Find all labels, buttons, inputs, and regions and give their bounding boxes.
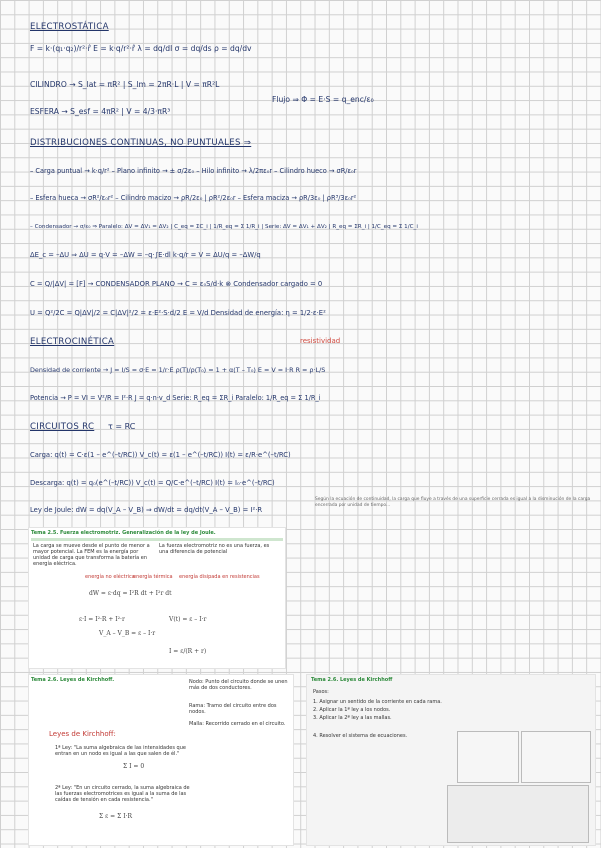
clip-steps-0: Pasos: <box>313 689 329 695</box>
clip-fem-col1: La carga se mueve desde el punto de menor a mayor potencial. La FEM es la energía por unidad de carga que transforma la batería en energía eléctrica. <box>33 543 150 567</box>
clip-kirchhoff-law1-eq: Σ I = 0 <box>123 763 145 770</box>
clip-steps-1: 1. Asignar un sentido de la corriente en cada rama. <box>313 699 442 705</box>
clip-steps-2: 2. Aplicar la 1ª ley a los nodos. <box>313 707 391 713</box>
clip-kirchhoff-law2: 2ª Ley: "En un circuito cerrado, la suma algebraica de las fuerzas electromotrices es igual a la suma de las caídas de tensión en cada resistencia." <box>55 785 190 803</box>
clip-steps-title: Tema 2.6. Leyes de Kirchhoff <box>311 677 393 683</box>
power-resistors: Potencia → P = VI = V²/R = I²·R J = q·n·v_d Serie: R_eq = ΣR_i Paralelo: 1/R_eq = Σ 1/R_i <box>30 394 321 402</box>
clip-kirchhoff-node: Nodo: Punto del circuito donde se unen más de dos conductores. <box>189 679 288 691</box>
clip-kirchhoff-malla: Malla: Recorrido cerrado en el circuito. <box>189 721 286 727</box>
clip-fem-eq-5: I = ε/(R + r) <box>169 648 207 655</box>
clip-fem-eq-4: V_A – V_B = ε – I·r <box>99 630 156 637</box>
flux-formula: Flujo ⇒ Φ = E·S = q_enc/ε₀ <box>272 95 374 104</box>
cylinder-formulas: CILINDRO → S_lat = πR² | S_lm = 2πR·L | V = πR²L <box>30 80 220 89</box>
clip-fem-label-2: energía térmica <box>133 574 173 580</box>
heading-electrocinetica: ELECTROCINÉTICA <box>30 337 115 347</box>
rc-charge: Carga: q(t) = C·ε(1 – e^(–t/RC)) V_c(t) = ε(1 – e^(–t/RC)) I(t) = ε/R·e^(–t/RC) <box>30 451 291 459</box>
capacitor-circuits: – Condensador → σ/ε₀ ⇒ Paralelo: ΔV = ΔV₁ = ΔV₂ | C_eq = ΣC_i | 1/R_eq = Σ 1/R_i | Serie: ΔV = ΔV₁ + ΔV₂ | R_eq = ΣR_i | 1/C_eq = Σ 1/C_i <box>30 224 418 230</box>
clip-kirchhoff-title: Tema 2.6. Leyes de Kirchhoff. <box>31 677 115 683</box>
clip-fem-label-3: energía disipada en resistencias <box>179 574 260 580</box>
field-distributions-1: – Carga puntual → k·q/r² – Plano infinito → ± σ/2ε₀ – Hilo infinito → λ/2πε₀r – Cilindro hueco → σR/ε₀r <box>30 167 357 175</box>
clip-fem-eq-2: ε·I = I²·R + I²·r <box>79 616 125 623</box>
circuit-diagram-1 <box>457 731 519 783</box>
clip-steps-4: 4. Resolver el sistema de ecuaciones. <box>313 733 408 739</box>
side-note: Según la ecuación de continuidad, la carga que fluye a través de una superficie cerrada es igual a la disminución de la carga encerrada por unidad de tiempo... <box>315 497 591 508</box>
clip-fem-label-1: energía no eléctrica <box>85 574 135 580</box>
clip-fem-col2: La fuerza electromotriz no es una fuerza, es una diferencia de potencial <box>159 543 270 555</box>
clip-kirchhoff-steps <box>306 674 596 846</box>
clip-kirchhoff-law-title: Leyes de Kirchhoff: <box>49 730 116 738</box>
capacitance: C = Q/|ΔV| = [F] → CONDENSADOR PLANO → C = ε₀S/d·k ⊗ Condensador cargado = 0 <box>30 280 323 288</box>
clip-kirchhoff-rama: Rama: Tramo del circuito entre dos nodos. <box>189 703 277 715</box>
tau-formula: τ = RC <box>108 422 136 431</box>
clip-fem-eq-1: dW = ε·dq = I²R dt + I²r dt <box>89 590 172 597</box>
field-distributions-2: – Esfera hueca → σR²/ε₀r² – Cilindro macizo → ρR/2ε₀ | ρR²/2ε₀r – Esfera maciza → ρR/3ε₀ | ρR³/3ε₀r² <box>30 194 357 202</box>
heading-electrostatica: ELECTROSTÁTICA <box>30 22 109 32</box>
clip-kirchhoff <box>28 674 294 846</box>
clip-kirchhoff-law1: 1ª Ley: "La suma algebraica de las intensidades que entran en un nodo es igual a las que salen de él." <box>55 745 186 757</box>
sphere-formulas: ESFERA → S_esf = 4πR² | V = 4/3·πR³ <box>30 107 171 116</box>
heading-distribuciones: DISTRIBUCIONES CONTINUAS, NO PUNTUALES ⇒ <box>30 138 252 148</box>
clip-fem-eq-3: V(t) = ε – I·r <box>169 616 207 623</box>
energy-potential: ΔE_c = –ΔU ⇒ ΔU = q·V = –ΔW = –q·∫E·dl k·q/r = V = ΔU/q = –ΔW/q <box>30 251 261 259</box>
clip-fem-title: Tema 2.5. Fuerza electromotriz. Generalización de la ley de Joule. <box>31 530 216 536</box>
clip-fem-bar <box>31 538 283 541</box>
clip-fem <box>28 527 286 669</box>
capacitor-energy: U = Q²/2C = Q|ΔV|/2 = C|ΔV|²/2 = ε·E²·S·d/2 E = V/d Densidad de energía: η = 1/2·ε·E² <box>30 309 326 317</box>
circuit-diagram-2 <box>521 731 591 783</box>
coulomb-field-densities: F = k·(q₁·q₂)/r²·r̂ E = k·q/r²·r̂ λ = dq/dl σ = dq/ds ρ = dq/dv <box>30 44 252 53</box>
current-density: Densidad de corriente → J = I/S = σ·E = 1/r·E ρ(T)/ρ(T₀) = 1 + α(T – T₀) E = V = I·R R = ρ·L/S <box>30 366 326 374</box>
joule-law: Ley de Joule: dW = dq(V_A – V_B) ⇒ dW/dt = dq/dt(V_A – V_B) = I²·R <box>30 506 263 514</box>
worked-equations-area <box>447 785 589 843</box>
clip-steps-3: 3. Aplicar la 2ª ley a las mallas. <box>313 715 392 721</box>
resistividad-annotation: resistividad <box>300 337 341 345</box>
rc-discharge: Descarga: q(t) = q₀(e^(–t/RC)) V_c(t) = Q/C·e^(–t/RC) I(t) = I₀·e^(–t/RC) <box>30 479 275 487</box>
heading-circuitos-rc: CIRCUITOS RC <box>30 422 95 432</box>
clip-kirchhoff-law2-eq: Σ ε = Σ I·R <box>99 813 133 820</box>
